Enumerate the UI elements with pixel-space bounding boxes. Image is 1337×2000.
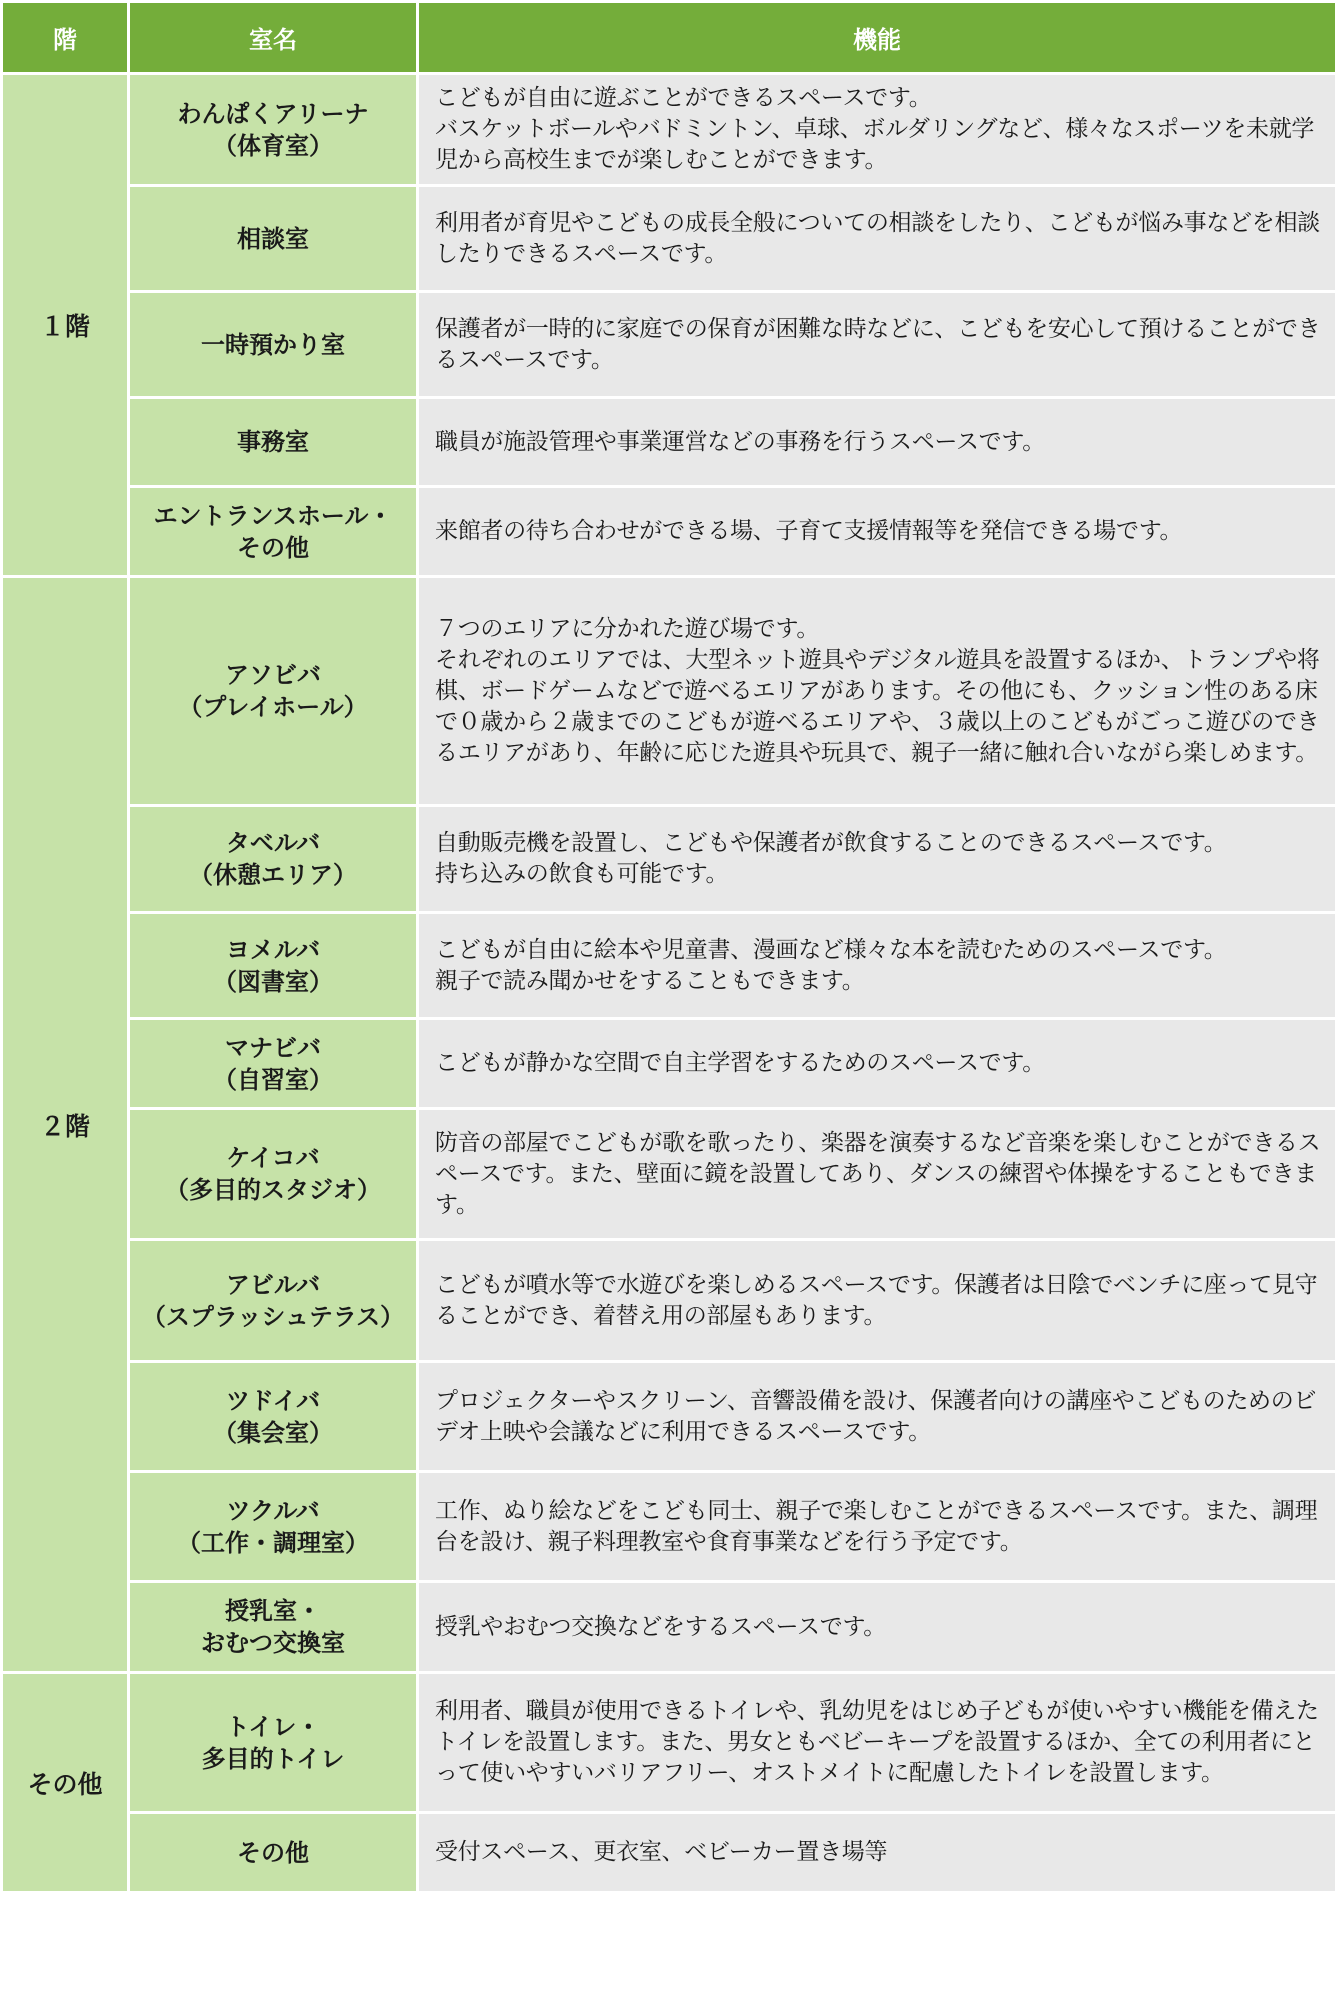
room-function: こどもが噴水等で水遊びを楽しめるスペースです。保護者は日陰でベンチに座って見守ることができ、着替え用の部屋もあります。 (419, 1241, 1335, 1360)
header-room: 室名 (130, 3, 416, 72)
room-name: エントランスホール・ その他 (130, 488, 416, 575)
room-name: ツクルバ （工作・調理室） (130, 1473, 416, 1580)
room-function: 保護者が一時的に家庭での保育が困難な時などに、こどもを安心して預けることができるスペースです。 (419, 293, 1335, 396)
table-row (3, 807, 1335, 911)
table-row (3, 1583, 1335, 1671)
room-name: トイレ・ 多目的トイレ (130, 1674, 416, 1811)
table-row (3, 1814, 1335, 1891)
table-row (3, 187, 1335, 290)
room-function: 職員が施設管理や事業運営などの事務を行うスペースです。 (419, 399, 1335, 485)
room-function: 授乳やおむつ交換などをするスペースです。 (419, 1583, 1335, 1671)
table-row (3, 1363, 1335, 1470)
table-row (3, 1473, 1335, 1580)
room-name: 相談室 (130, 187, 416, 290)
room-name: マナビバ （自習室） (130, 1020, 416, 1107)
room-function: 利用者、職員が使用できるトイレや、乳幼児をはじめ子どもが使いやすい機能を備えたトイレを設置します。また、男女ともベビーキープを設置するほか、全ての利用者にとって使いやすいバリアフリー、オストメイトに配慮したトイレを設置します。 (419, 1674, 1335, 1811)
room-function: 利用者が育児やこどもの成長全般についての相談をしたり、こどもが悩み事などを相談したりできるスペースです。 (419, 187, 1335, 290)
room-name: その他 (130, 1814, 416, 1891)
table-row (3, 75, 1335, 184)
room-name: 授乳室・ おむつ交換室 (130, 1583, 416, 1671)
room-name: タベルバ （休憩エリア） (130, 807, 416, 911)
floor-cell-2f: ２階 (3, 578, 127, 1671)
room-function: こどもが自由に絵本や児童書、漫画など様々な本を読むためのスペースです。 親子で読み聞かせをすることもできます。 (419, 914, 1335, 1017)
header-row (3, 3, 1335, 72)
room-name: アソビバ （プレイホール） (130, 578, 416, 804)
table-row (3, 1020, 1335, 1107)
room-function: 自動販売機を設置し、こどもや保護者が飲食することのできるスペースです。 持ち込みの飲食も可能です。 (419, 807, 1335, 911)
room-function: こどもが静かな空間で自主学習をするためのスペースです。 (419, 1020, 1335, 1107)
table-row (3, 399, 1335, 485)
table-row (3, 293, 1335, 396)
room-function: 来館者の待ち合わせができる場、子育て支援情報等を発信できる場です。 (419, 488, 1335, 575)
room-name: 事務室 (130, 399, 416, 485)
room-function: プロジェクターやスクリーン、音響設備を設け、保護者向けの講座やこどものためのビデオ上映や会議などに利用できるスペースです。 (419, 1363, 1335, 1470)
table-row (3, 1674, 1335, 1811)
table-row (3, 1241, 1335, 1360)
table-row (3, 1110, 1335, 1238)
room-name: わんぱくアリーナ （体育室） (130, 75, 416, 184)
room-function: 工作、ぬり絵などをこども同士、親子で楽しむことができるスペースです。また、調理台を設け、親子料理教室や食育事業などを行う予定です。 (419, 1473, 1335, 1580)
table-row (3, 914, 1335, 1017)
room-name: ケイコバ （多目的スタジオ） (130, 1110, 416, 1238)
floor-cell-other: その他 (3, 1674, 127, 1891)
room-name: ヨメルバ （図書室） (130, 914, 416, 1017)
table-row (3, 578, 1335, 804)
room-name: ツドイバ （集会室） (130, 1363, 416, 1470)
room-function: こどもが自由に遊ぶことができるスペースです。 バスケットボールやバドミントン、卓球、ボルダリングなど、様々なスポーツを未就学児から高校生までが楽しむことができます。 (419, 75, 1335, 184)
room-name: 一時預かり室 (130, 293, 416, 396)
room-name: アビルバ （スプラッシュテラス） (130, 1241, 416, 1360)
room-function: ７つのエリアに分かれた遊び場です。 それぞれのエリアでは、大型ネット遊具やデジタル遊具を設置するほか、トランプや将棋、ボードゲームなどで遊べるエリアがあります。その他にも、クッション性のある床で０歳から２歳までのこどもが遊べるエリアや、３歳以上のこどもがごっこ遊びのできるエリアがあり、年齢に応じた遊具や玩具で、親子一緒に触れ合いながら楽しめます。 (419, 578, 1335, 804)
header-floor: 階 (3, 3, 127, 72)
table-row (3, 488, 1335, 575)
floor-cell-1f: １階 (3, 75, 127, 575)
header-function: 機能 (419, 3, 1335, 72)
room-function: 受付スペース、更衣室、ベビーカー置き場等 (419, 1814, 1335, 1891)
room-function: 防音の部屋でこどもが歌を歌ったり、楽器を演奏するなど音楽を楽しむことができるスペースです。また、壁面に鏡を設置してあり、ダンスの練習や体操をすることもできます。 (419, 1110, 1335, 1238)
